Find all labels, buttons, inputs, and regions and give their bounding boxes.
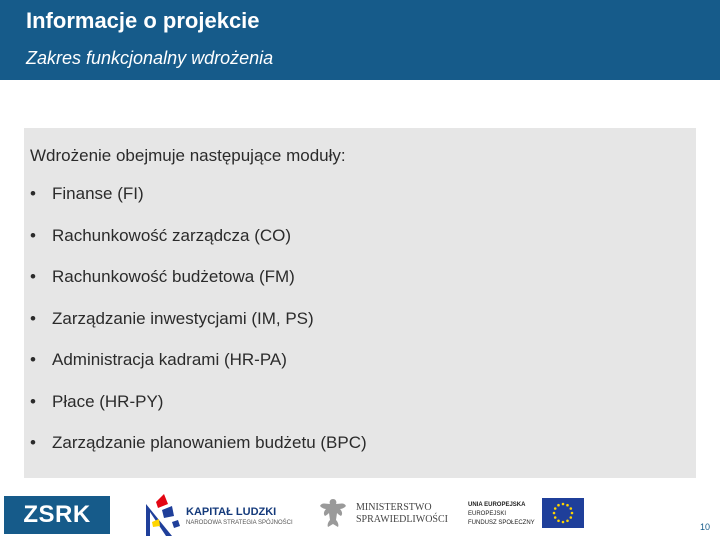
list-item-label: Zarządzanie planowaniem budżetu (BPC) [52,433,367,452]
bullet-icon: • [30,308,36,328]
bullet-icon: • [30,184,36,203]
list-item-label: Płace (HR-PY) [52,391,164,411]
list-item [30,350,367,392]
slide-header [0,0,720,80]
logo-footer [0,490,720,540]
list-item [30,184,367,226]
bullet-icon: • [30,391,36,411]
list-item-label: Zarządzanie inwestycjami (IM, PS) [52,308,314,328]
ministerstwo-line2: SPRAWIEDLIWOŚCI [356,514,448,525]
ue-line2: EUROPEJSKI [468,511,507,517]
list-item-label: Rachunkowość budżetowa (FM) [52,267,295,286]
kapital-ludzki-subtitle: NARODOWA STRATEGIA SPÓJNOŚCI [186,520,293,526]
zsrk-logo: ZSRK [4,496,110,534]
kapital-ludzki-title: KAPITAŁ LUDZKI [186,506,277,518]
content-box [24,128,696,478]
page-number: 10 [699,522,710,532]
list-item [30,226,367,268]
list-item [30,433,367,475]
bullet-icon: • [30,267,36,286]
kapital-ludzki-logo-icon [142,492,188,538]
module-list [30,184,367,475]
ministerstwo-line1: MINISTERSTWO [356,502,432,513]
eagle-emblem-icon [318,496,348,530]
ue-line1: UNIA EUROPEJSKA [468,502,526,508]
bullet-icon: • [30,225,36,245]
slide-subtitle: Zakres funkcjonalny wdrożenia [26,48,274,68]
list-item-label: Administracja kadrami (HR-PA) [52,350,287,369]
list-item-label: Rachunkowość zarządcza (CO) [52,225,292,245]
bullet-icon: • [30,433,36,452]
list-item-label: Finanse (FI) [52,184,144,203]
bullet-icon: • [30,350,36,369]
intro-text: Wdrożenie obejmuje następujące moduły: [30,146,346,165]
slide-title: Informacje o projekcie [26,8,260,33]
eu-flag-icon [542,498,584,528]
list-item [30,309,367,351]
list-item [30,267,367,309]
ue-line3: FUNDUSZ SPOŁECZNY [468,520,535,526]
list-item [30,392,367,434]
